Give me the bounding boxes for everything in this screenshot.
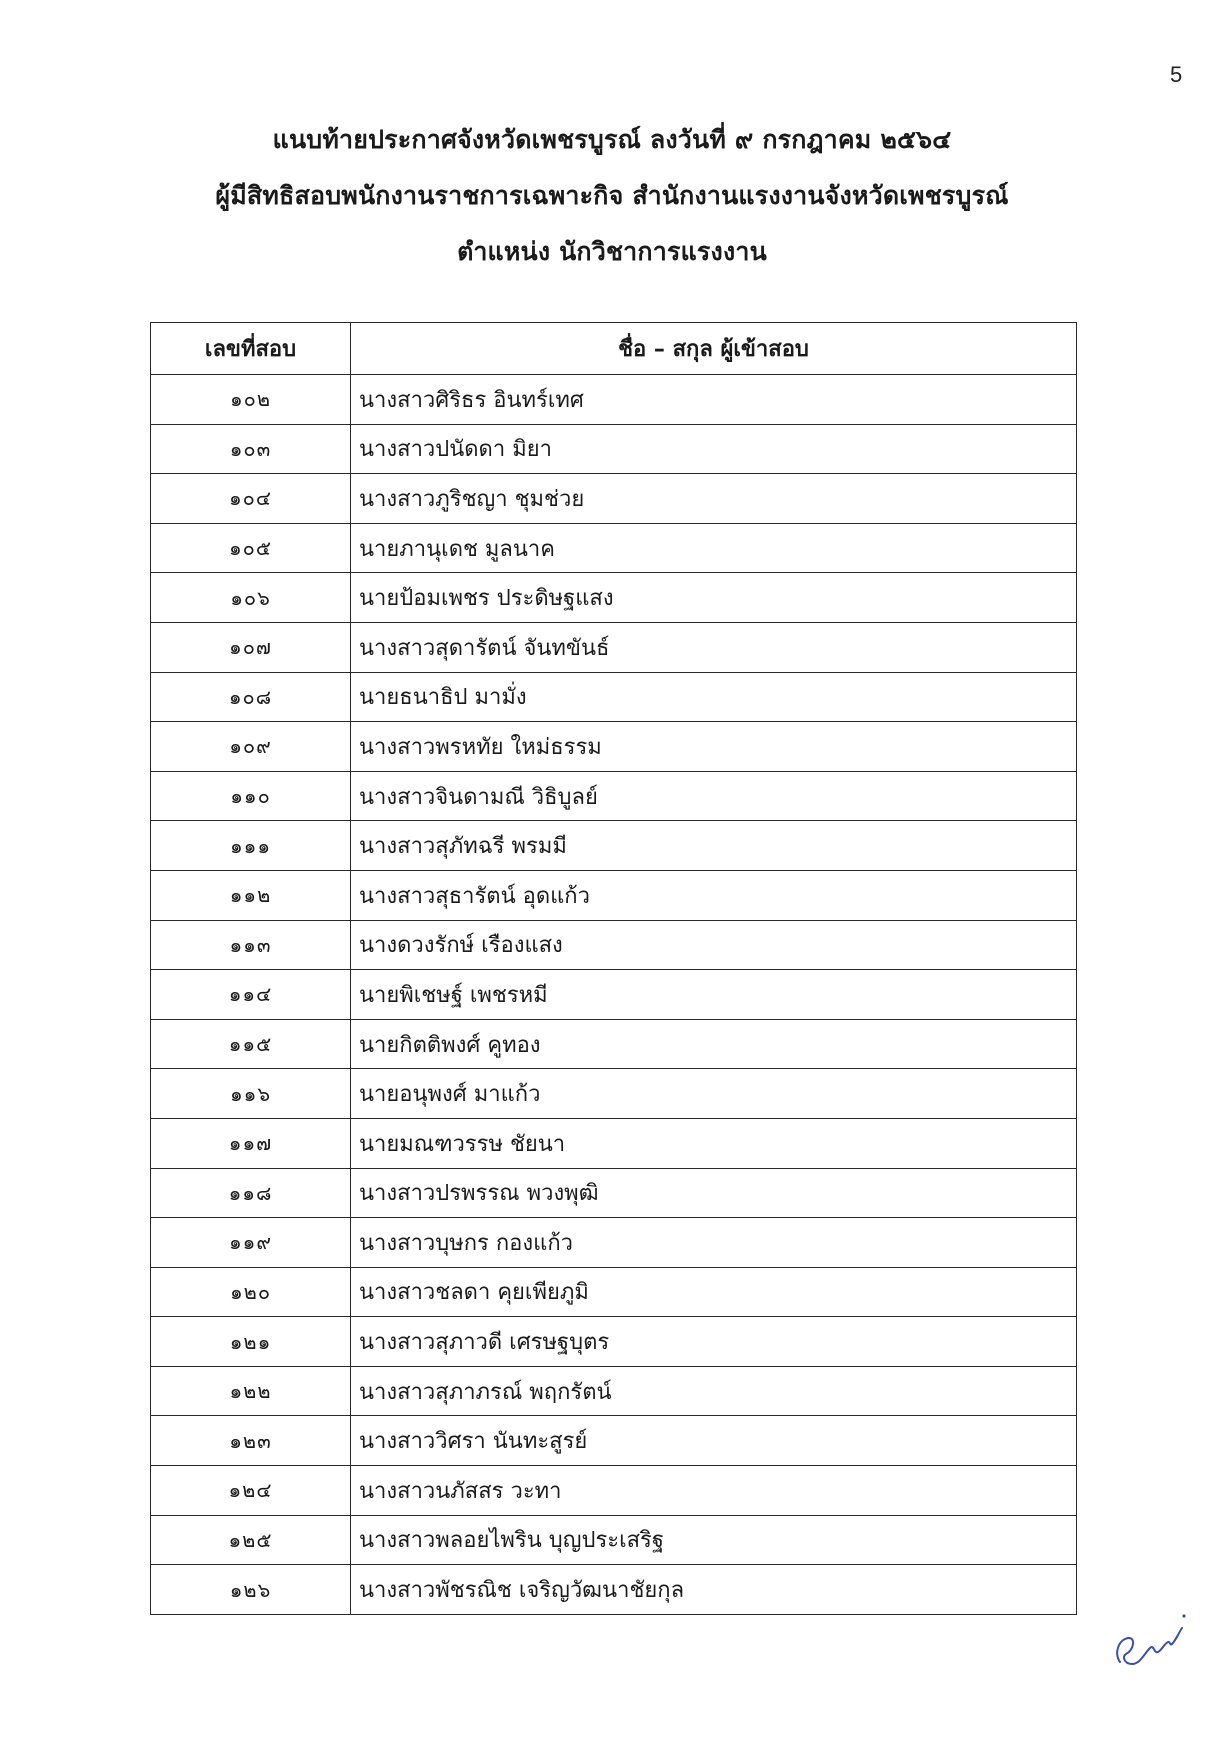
column-header-full-name: ชื่อ – สกุล ผู้เข้าสอบ [351,323,1077,375]
exam-number-cell: ๑๒๔ [151,1466,351,1516]
candidate-table [150,322,1077,1615]
table-row [151,1565,1077,1615]
exam-number-cell: ๑๑๕ [151,1019,351,1069]
table-row [151,622,1077,672]
candidate-name-cell: นางสาวพรหทัย ใหม่ธรรม [351,722,1077,772]
candidate-name-cell: นางสาวบุษกร กองแก้ว [351,1218,1077,1268]
exam-number-cell: ๑๑๑ [151,821,351,871]
exam-number-cell: ๑๒๒ [151,1366,351,1416]
candidate-name-cell: นายภานุเดช มูลนาค [351,523,1077,573]
table-row [151,1168,1077,1218]
table-row [151,1317,1077,1367]
exam-number-cell: ๑๒๑ [151,1317,351,1367]
candidate-name-cell: นางสาวศิริธร อินทร์เทศ [351,375,1077,425]
exam-number-cell: ๑๑๙ [151,1218,351,1268]
exam-number-cell: ๑๐๓ [151,424,351,474]
candidate-name-cell: นางดวงรักษ์ เรืองแสง [351,920,1077,970]
candidate-name-cell: นายอนุพงศ์ มาแก้ว [351,1069,1077,1119]
table-row [151,573,1077,623]
exam-number-cell: ๑๑๓ [151,920,351,970]
candidate-name-cell: นางสาวสุภัทฉรี พรมมี [351,821,1077,871]
candidate-name-cell: นางสาวสุธารัตน์ อุดแก้ว [351,870,1077,920]
signature-mark [1108,1604,1188,1674]
candidate-name-cell: นางสาวจินดามณี วิธิบูลย์ [351,771,1077,821]
exam-number-cell: ๑๑๐ [151,771,351,821]
exam-number-cell: ๑๐๕ [151,523,351,573]
table-row [151,1366,1077,1416]
table-row [151,424,1077,474]
exam-number-cell: ๑๒๕ [151,1515,351,1565]
candidate-name-cell: นายธนาธิป มามั่ง [351,672,1077,722]
candidate-name-cell: นางสาวสุภาวดี เศรษฐบุตร [351,1317,1077,1367]
table-row [151,523,1077,573]
exam-number-cell: ๑๒๐ [151,1267,351,1317]
signature-dot [1182,1614,1185,1617]
table-row [151,870,1077,920]
candidate-name-cell: นางสาวปนัดดา มิยา [351,424,1077,474]
exam-number-cell: ๑๑๗ [151,1118,351,1168]
exam-number-cell: ๑๒๓ [151,1416,351,1466]
candidate-name-cell: นางสาวภูริชญา ชุมช่วย [351,474,1077,524]
exam-number-cell: ๑๑๘ [151,1168,351,1218]
table-row [151,1416,1077,1466]
candidate-name-cell: นางสาววิศรา นันทะสูรย์ [351,1416,1077,1466]
candidate-name-cell: นายพิเชษฐ์ เพชรหมี [351,970,1077,1020]
table-row [151,1019,1077,1069]
table-row [151,672,1077,722]
table-header-row [151,323,1077,375]
exam-number-cell: ๑๑๒ [151,870,351,920]
exam-number-cell: ๑๐๗ [151,622,351,672]
table-row [151,1267,1077,1317]
table-row [151,1218,1077,1268]
table-row [151,1069,1077,1119]
table-row [151,821,1077,871]
exam-number-cell: ๑๐๒ [151,375,351,425]
table-row [151,771,1077,821]
exam-number-cell: ๑๒๖ [151,1565,351,1615]
header-line-1: แนบท้ายประกาศจังหวัดเพชรบูรณ์ ลงวันที่ ๙ กรกฎาคม ๒๕๖๔ [272,125,952,154]
exam-number-cell: ๑๐๙ [151,722,351,772]
table-row [151,722,1077,772]
table-row [151,375,1077,425]
exam-number-cell: ๑๐๖ [151,573,351,623]
table-row [151,1118,1077,1168]
table-row [151,474,1077,524]
header-line-3: ตำแหน่ง นักวิชาการแรงงาน [457,237,767,266]
column-header-exam-number: เลขที่สอบ [151,323,351,375]
exam-number-cell: ๑๐๘ [151,672,351,722]
exam-number-cell: ๑๑๖ [151,1069,351,1119]
candidate-name-cell: นางสาวชลดา คุยเพียภูมิ [351,1267,1077,1317]
candidate-name-cell: นางสาวสุภาภรณ์ พฤกรัตน์ [351,1366,1077,1416]
table-row [151,1466,1077,1516]
exam-number-cell: ๑๐๔ [151,474,351,524]
table-row [151,920,1077,970]
candidate-name-cell: นายป้อมเพชร ประดิษฐแสง [351,573,1077,623]
exam-number-cell: ๑๑๔ [151,970,351,1020]
candidate-name-cell: นางสาวพลอยไพริน บุญประเสริฐ [351,1515,1077,1565]
header-line-2: ผู้มีสิทธิสอบพนักงานราชการเฉพาะกิจ สำนักงานแรงงานจังหวัดเพชรบูรณ์ [215,181,1009,210]
table-row [151,1515,1077,1565]
candidate-name-cell: นางสาวปรพรรณ พวงพุฒิ [351,1168,1077,1218]
page-number: 5 [1170,62,1183,87]
candidate-name-cell: นางสาวสุดารัตน์ จันทขันธ์ [351,622,1077,672]
candidate-name-cell: นางสาวนภัสสร วะทา [351,1466,1077,1516]
candidate-name-cell: นายกิตติพงศ์ คูทอง [351,1019,1077,1069]
signature-stroke [1117,1628,1182,1664]
table-row [151,970,1077,1020]
candidate-name-cell: นางสาวพัชรณิช เจริญวัฒนาชัยกุล [351,1565,1077,1615]
document-header [0,112,1224,280]
table-body [151,375,1077,1615]
candidate-name-cell: นายมณฑวรรษ ชัยนา [351,1118,1077,1168]
